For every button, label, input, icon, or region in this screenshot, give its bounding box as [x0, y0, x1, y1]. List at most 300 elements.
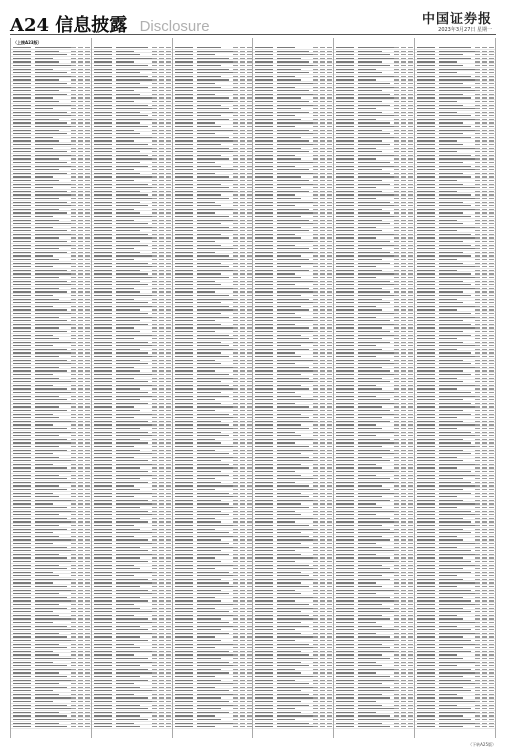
table-cell	[327, 640, 332, 641]
table-cell	[175, 288, 193, 289]
table-cell	[320, 309, 325, 310]
table-cell	[313, 697, 318, 698]
table-cell	[94, 561, 112, 562]
table-cell	[166, 76, 171, 77]
table-cell	[159, 299, 164, 300]
table-cell	[159, 507, 164, 508]
table-cell	[233, 273, 238, 274]
table-cell	[240, 335, 245, 336]
table-cell	[327, 245, 332, 246]
table-cell	[197, 496, 233, 497]
table-cell	[159, 173, 164, 174]
table-cell	[152, 694, 157, 695]
table-cell	[247, 608, 252, 609]
table-cell	[277, 176, 301, 177]
table-cell	[13, 396, 31, 397]
table-cell	[320, 158, 325, 159]
table-cell	[94, 579, 112, 580]
table-cell	[35, 392, 71, 393]
table-cell	[116, 442, 148, 443]
table-cell	[313, 432, 318, 433]
table-cell	[13, 626, 31, 627]
table-cell	[247, 324, 252, 325]
table-cell	[247, 712, 252, 713]
table-cell	[408, 51, 413, 52]
table-cell	[85, 94, 90, 95]
table-cell	[277, 162, 313, 163]
table-cell	[13, 255, 31, 256]
table-cell	[35, 626, 67, 627]
table-cell	[247, 388, 252, 389]
table-cell	[175, 636, 193, 637]
table-cell	[240, 647, 245, 648]
table-cell	[94, 97, 112, 98]
table-cell	[277, 428, 309, 429]
table-cell	[159, 687, 164, 688]
table-cell	[35, 302, 71, 303]
table-cell	[320, 69, 325, 70]
table-cell	[255, 651, 273, 652]
table-cell	[116, 335, 152, 336]
table-cell	[166, 442, 171, 443]
table-cell	[327, 284, 332, 285]
table-cell	[277, 223, 313, 224]
table-cell	[277, 338, 309, 339]
table-cell	[240, 644, 245, 645]
table-cell	[313, 388, 318, 389]
table-cell	[233, 629, 238, 630]
table-cell	[277, 658, 313, 659]
table-cell	[197, 464, 229, 465]
table-cell	[313, 352, 318, 353]
table-cell	[240, 176, 245, 177]
table-cell	[85, 248, 90, 249]
table-cell	[13, 216, 31, 217]
table-cell	[116, 579, 148, 580]
table-cell	[152, 126, 157, 127]
table-cell	[71, 266, 76, 267]
table-cell	[94, 439, 112, 440]
table-cell	[152, 690, 157, 691]
table-cell	[327, 514, 332, 515]
table-cell	[152, 169, 157, 170]
table-cell	[255, 140, 273, 141]
table-cell	[94, 180, 112, 181]
table-cell	[71, 345, 76, 346]
table-cell	[233, 662, 238, 663]
table-cell	[336, 83, 354, 84]
table-cell	[166, 654, 171, 655]
table-cell	[320, 255, 325, 256]
table-cell	[159, 227, 164, 228]
table-cell	[166, 230, 171, 231]
table-cell	[78, 270, 83, 271]
table-cell	[35, 471, 71, 472]
table-cell	[233, 320, 238, 321]
table-cell	[13, 176, 31, 177]
table-cell	[152, 112, 157, 113]
table-cell	[320, 399, 325, 400]
table-cell	[175, 148, 193, 149]
table-cell	[336, 126, 354, 127]
table-cell	[166, 176, 171, 177]
table-cell	[35, 166, 71, 167]
table-cell	[159, 590, 164, 591]
table-cell	[247, 79, 252, 80]
table-cell	[358, 281, 390, 282]
table-cell	[116, 485, 134, 486]
table-cell	[313, 148, 318, 149]
table-cell	[85, 166, 90, 167]
table-cell	[71, 327, 76, 328]
table-cell	[313, 119, 318, 120]
table-cell	[277, 349, 309, 350]
table-cell	[247, 227, 252, 228]
table-cell	[35, 608, 67, 609]
table-cell	[336, 281, 354, 282]
table-cell	[197, 568, 215, 569]
table-cell	[152, 216, 157, 217]
table-cell	[13, 191, 31, 192]
table-cell	[197, 705, 233, 706]
table-cell	[85, 392, 90, 393]
table-cell	[327, 65, 332, 66]
table-cell	[152, 697, 157, 698]
table-cell	[247, 338, 252, 339]
table-cell	[313, 554, 318, 555]
table-cell	[71, 180, 76, 181]
table-cell	[255, 654, 273, 655]
table-cell	[394, 263, 399, 264]
table-cell	[78, 424, 83, 425]
table-cell	[71, 338, 76, 339]
table-cell	[247, 629, 252, 630]
table-cell	[35, 557, 67, 558]
table-cell	[313, 126, 318, 127]
table-cell	[408, 241, 413, 242]
table-cell	[71, 644, 76, 645]
table-cell	[255, 547, 273, 548]
table-cell	[152, 399, 157, 400]
table-cell	[255, 450, 273, 451]
table-cell	[78, 137, 83, 138]
table-cell	[71, 511, 76, 512]
table-cell	[394, 87, 399, 88]
table-cell	[313, 209, 318, 210]
table-cell	[240, 352, 245, 353]
table-cell	[13, 547, 31, 548]
table-cell	[175, 450, 193, 451]
table-cell	[313, 115, 318, 116]
table-cell	[320, 237, 325, 238]
table-cell	[358, 284, 394, 285]
table-cell	[166, 241, 171, 242]
table-cell	[85, 144, 90, 145]
table-cell	[159, 403, 164, 404]
table-cell	[85, 579, 90, 580]
table-cell	[78, 712, 83, 713]
table-cell	[401, 108, 406, 109]
table-cell	[159, 176, 164, 177]
table-cell	[394, 288, 399, 289]
table-cell	[327, 561, 332, 562]
table-cell	[35, 712, 59, 713]
table-cell	[94, 485, 112, 486]
table-cell	[394, 187, 399, 188]
table-cell	[313, 421, 318, 422]
table-cell	[166, 514, 171, 515]
table-cell	[85, 61, 90, 62]
table-cell	[197, 54, 215, 55]
table-cell	[13, 392, 31, 393]
table-cell	[166, 378, 171, 379]
table-cell	[197, 205, 221, 206]
table-cell	[152, 119, 157, 120]
table-cell	[255, 471, 273, 472]
table-cell	[197, 654, 233, 655]
table-cell	[78, 299, 83, 300]
table-cell	[152, 633, 157, 634]
table-cell	[327, 162, 332, 163]
table-cell	[197, 58, 229, 59]
table-cell	[313, 112, 318, 113]
table-cell	[240, 697, 245, 698]
table-cell	[313, 715, 318, 716]
table-cell	[233, 471, 238, 472]
table-cell	[313, 582, 318, 583]
table-cell	[175, 705, 193, 706]
table-cell	[35, 180, 59, 181]
table-cell	[175, 378, 193, 379]
table-cell	[152, 194, 157, 195]
table-cell	[320, 356, 325, 357]
table-cell	[152, 414, 157, 415]
table-cell	[78, 493, 83, 494]
table-cell	[152, 475, 157, 476]
table-cell	[159, 288, 164, 289]
table-cell	[94, 335, 112, 336]
table-cell	[78, 198, 83, 199]
table-cell	[233, 406, 238, 407]
table-cell	[35, 618, 71, 619]
table-cell	[13, 590, 31, 591]
table-cell	[358, 191, 382, 192]
table-cell	[85, 694, 90, 695]
table-cell	[152, 370, 157, 371]
table-cell	[247, 169, 252, 170]
table-cell	[320, 335, 325, 336]
table-cell	[94, 227, 112, 228]
table-cell	[85, 450, 90, 451]
table-cell	[13, 640, 31, 641]
table-cell	[327, 701, 332, 702]
table-cell	[94, 403, 112, 404]
table-cell	[85, 514, 90, 515]
table-cell	[78, 209, 83, 210]
table-cell	[320, 51, 325, 52]
table-cell	[152, 317, 157, 318]
table-cell	[277, 320, 313, 321]
table-cell	[313, 662, 318, 663]
table-cell	[71, 672, 76, 673]
table-cell	[255, 550, 273, 551]
table-cell	[401, 94, 406, 95]
table-cell	[394, 216, 399, 217]
table-cell	[255, 687, 273, 688]
table-cell	[13, 582, 31, 583]
table-cell	[94, 503, 112, 504]
table-cell	[277, 87, 295, 88]
table-cell	[116, 503, 152, 504]
table-cell	[175, 658, 193, 659]
table-cell	[197, 47, 221, 48]
table-cell	[255, 554, 273, 555]
table-cell	[277, 442, 295, 443]
table-cell	[255, 719, 273, 720]
table-cell	[255, 644, 273, 645]
table-cell	[175, 435, 193, 436]
table-cell	[71, 600, 76, 601]
table-cell	[85, 417, 90, 418]
table-cell	[277, 561, 295, 562]
table-cell	[313, 496, 318, 497]
table-cell	[408, 148, 413, 149]
table-cell	[116, 320, 140, 321]
table-cell	[313, 61, 318, 62]
table-cell	[116, 496, 134, 497]
table-cell	[327, 349, 332, 350]
table-cell	[85, 79, 90, 80]
table-cell	[71, 237, 76, 238]
table-cell	[85, 47, 90, 48]
table-cell	[94, 230, 112, 231]
table-cell	[197, 51, 233, 52]
table-cell	[175, 503, 193, 504]
table-cell	[35, 442, 71, 443]
table-cell	[35, 255, 53, 256]
table-cell	[116, 234, 148, 235]
table-cell	[175, 600, 193, 601]
table-cell	[313, 327, 318, 328]
table-cell	[358, 94, 390, 95]
table-cell	[71, 173, 76, 174]
table-cell	[94, 672, 112, 673]
table-cell	[166, 385, 171, 386]
table-cell	[240, 216, 245, 217]
table-cell	[247, 518, 252, 519]
table-cell	[152, 266, 157, 267]
table-cell	[327, 608, 332, 609]
table-cell	[116, 324, 148, 325]
table-cell	[313, 475, 318, 476]
table-cell	[320, 424, 325, 425]
table-cell	[159, 83, 164, 84]
table-cell	[277, 708, 295, 709]
table-cell	[277, 715, 313, 716]
table-cell	[35, 633, 59, 634]
table-cell	[197, 90, 233, 91]
table-cell	[358, 223, 390, 224]
table-cell	[408, 69, 413, 70]
table-cell	[320, 342, 325, 343]
table-cell	[116, 252, 140, 253]
table-cell	[85, 640, 90, 641]
table-cell	[35, 137, 53, 138]
table-cell	[255, 665, 273, 666]
table-cell	[71, 536, 76, 537]
table-cell	[277, 471, 295, 472]
table-cell	[159, 410, 164, 411]
table-cell	[166, 579, 171, 580]
table-cell	[320, 115, 325, 116]
table-cell	[197, 539, 221, 540]
table-cell	[78, 273, 83, 274]
table-cell	[78, 421, 83, 422]
table-cell	[159, 464, 164, 465]
table-cell	[152, 198, 157, 199]
table-cell	[71, 665, 76, 666]
table-cell	[116, 507, 140, 508]
table-cell	[71, 662, 76, 663]
table-cell	[408, 234, 413, 235]
table-cell	[116, 615, 134, 616]
table-cell	[94, 665, 112, 666]
table-cell	[247, 363, 252, 364]
table-cell	[159, 381, 164, 382]
table-cell	[13, 119, 31, 120]
table-cell	[13, 421, 31, 422]
table-cell	[277, 521, 295, 522]
table-cell	[327, 327, 332, 328]
table-cell	[401, 166, 406, 167]
table-cell	[13, 259, 31, 260]
table-cell	[78, 313, 83, 314]
table-cell	[247, 209, 252, 210]
table-cell	[94, 464, 112, 465]
table-cell	[247, 187, 252, 188]
table-cell	[327, 672, 332, 673]
table-cell	[94, 176, 112, 177]
table-cell	[336, 266, 354, 267]
table-cell	[394, 105, 399, 106]
table-cell	[255, 288, 273, 289]
table-cell	[197, 708, 221, 709]
table-cell	[233, 726, 238, 727]
table-cell	[240, 500, 245, 501]
table-cell	[336, 216, 354, 217]
table-cell	[247, 356, 252, 357]
table-cell	[94, 69, 112, 70]
table-cell	[116, 446, 134, 447]
table-cell	[35, 363, 71, 364]
table-cell	[13, 76, 31, 77]
table-cell	[313, 464, 318, 465]
table-cell	[240, 687, 245, 688]
table-cell	[247, 683, 252, 684]
table-cell	[35, 202, 67, 203]
table-cell	[166, 151, 171, 152]
table-cell	[247, 417, 252, 418]
table-cell	[240, 223, 245, 224]
table-cell	[327, 694, 332, 695]
table-cell	[408, 126, 413, 127]
table-cell	[152, 723, 157, 724]
table-cell	[255, 345, 273, 346]
table-cell	[159, 209, 164, 210]
table-cell	[35, 705, 67, 706]
table-cell	[13, 51, 31, 52]
table-cell	[71, 550, 76, 551]
